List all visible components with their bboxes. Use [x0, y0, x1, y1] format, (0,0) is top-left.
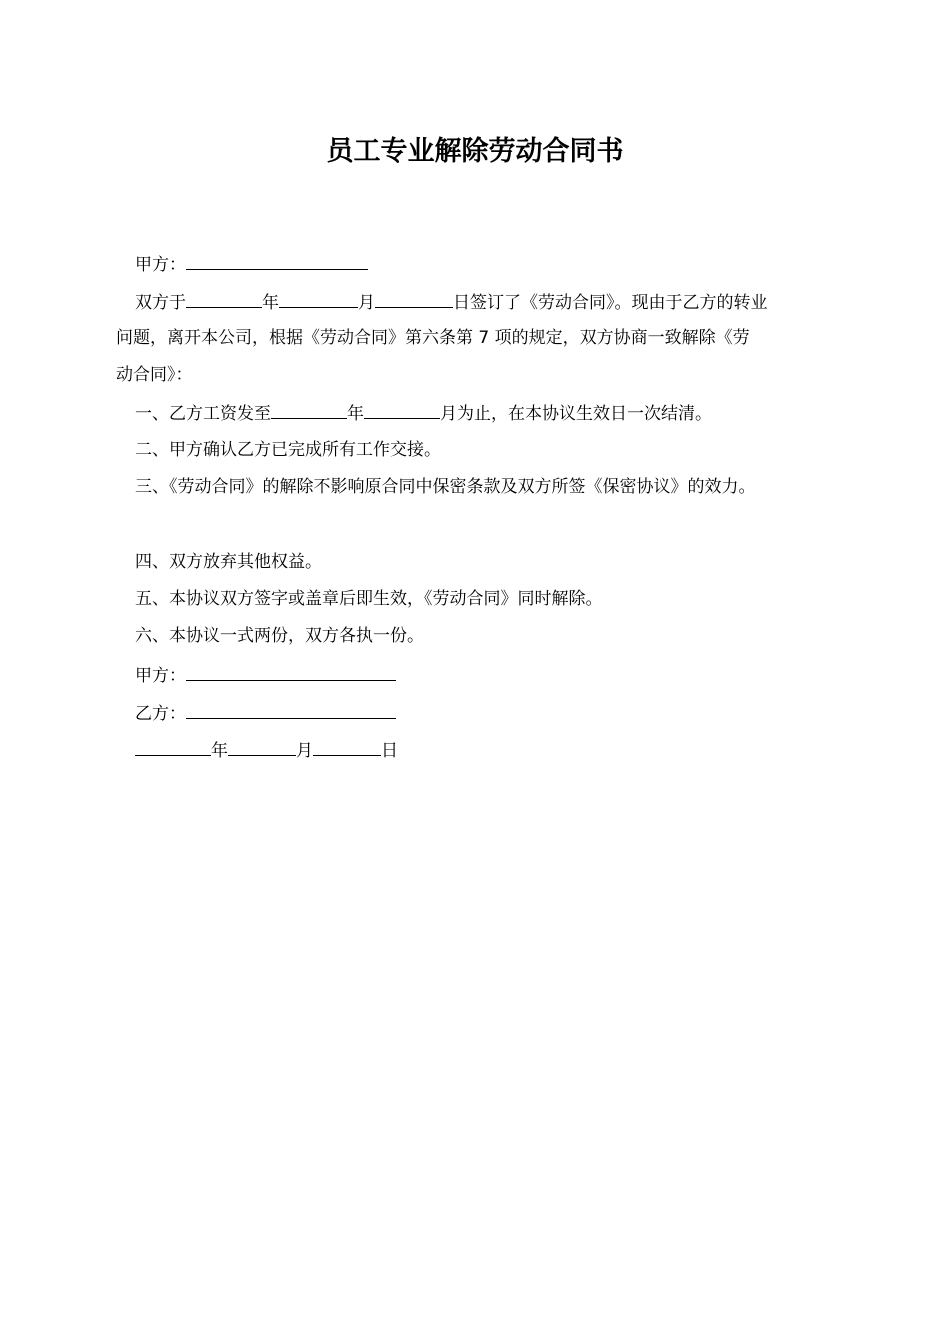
intro-line-2: 问题，离开本公司，根据《劳动合同》第六条第 7 项的规定，双方协商一致解除《劳: [116, 328, 750, 348]
party-a-name-blank[interactable]: [186, 251, 368, 270]
date-line: [135, 737, 398, 763]
clause-1-text: 一、乙方工资发至: [135, 404, 271, 424]
document-title: 员工专业解除劳动合同书: [326, 136, 624, 167]
signature-b-line: [135, 700, 396, 726]
clause-3: 三、《劳动合同》的解除不影响原合同中保密条款及双方所签《保密协议》的效力。: [135, 477, 756, 497]
clause-1-text-rest: 月为止，在本协议生效日一次结清。: [440, 404, 712, 424]
sign-year-blank[interactable]: [186, 289, 262, 308]
party-a-header-label: 甲方：: [135, 255, 186, 275]
clause-1: [135, 400, 712, 426]
intro-line-3: 动合同》：: [116, 365, 193, 385]
date-day-blank[interactable]: [313, 737, 381, 756]
signature-b-label: 乙方：: [135, 704, 186, 724]
date-year-label: 年: [211, 741, 228, 761]
clause-2: 二、甲方确认乙方已完成所有工作交接。: [135, 440, 441, 460]
signature-a-blank[interactable]: [186, 662, 396, 681]
sign-month-blank[interactable]: [279, 289, 358, 308]
clause-5: 五、本协议双方签字或盖章后即生效，《劳动合同》同时解除。: [135, 589, 603, 609]
intro-text: 双方于: [135, 293, 186, 313]
clause-4: 四、双方放弃其他权益。: [135, 552, 322, 572]
date-day-label: 日: [381, 741, 398, 761]
intro-text-rest: 日签订了《劳动合同》。现由于乙方的转业: [453, 293, 768, 313]
intro-line-1: [135, 289, 768, 315]
sign-day-blank[interactable]: [375, 289, 453, 308]
signature-a-line: [135, 662, 396, 688]
salary-month-blank[interactable]: [364, 400, 440, 419]
month-label: 月: [358, 293, 375, 313]
date-year-blank[interactable]: [135, 737, 211, 756]
date-month-label: 月: [296, 741, 313, 761]
date-month-blank[interactable]: [228, 737, 296, 756]
salary-year-blank[interactable]: [271, 400, 347, 419]
signature-b-blank[interactable]: [186, 700, 396, 719]
year-label: 年: [347, 404, 364, 424]
clause-6: 六、本协议一式两份，双方各执一份。: [135, 626, 424, 646]
party-a-header-line: [135, 251, 368, 277]
year-label: 年: [262, 293, 279, 313]
signature-a-label: 甲方：: [135, 666, 186, 686]
